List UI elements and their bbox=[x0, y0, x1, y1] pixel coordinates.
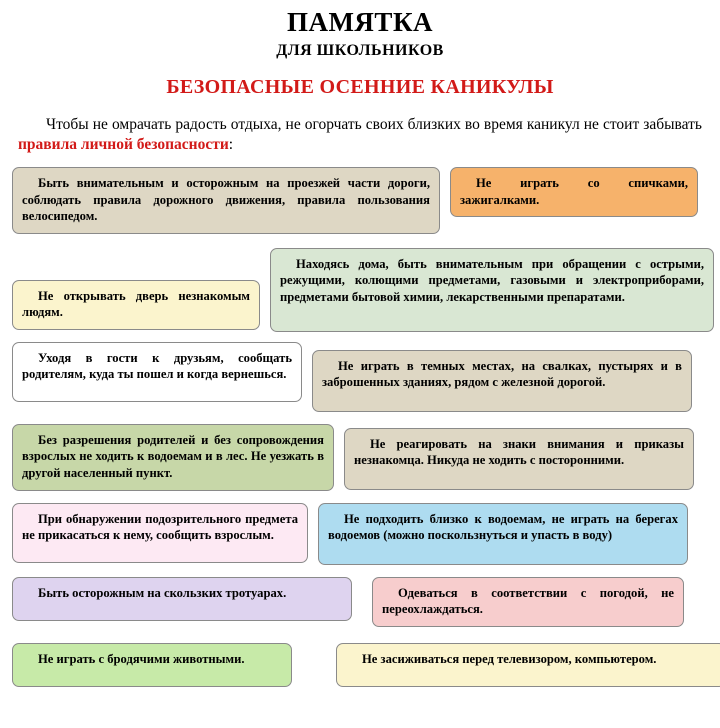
rule-door-strangers: Не открывать дверь незнакомым людям. bbox=[12, 280, 260, 330]
rules-grid bbox=[12, 167, 708, 687]
page-red-title: БЕЗОПАСНЫЕ ОСЕННИЕ КАНИКУЛЫ bbox=[166, 76, 554, 99]
rules-row bbox=[12, 248, 708, 332]
rule-no-water-forest: Без разрешения родителей и без сопровождения взрослых не ходить к водоемам и в лес. Не уезжать в другой населенный пункт. bbox=[12, 424, 334, 491]
rules-row bbox=[12, 424, 708, 491]
rule-tell-parents: Уходя в гости к друзьям, сообщать родителям, куда ты пошел и когда вернешься. bbox=[12, 342, 302, 402]
rule-dress-weather: Одеваться в соответствии с погодой, не переохлаждаться. bbox=[372, 577, 684, 627]
rules-row bbox=[12, 167, 708, 234]
rule-stray-animals: Не играть с бродячими животными. bbox=[12, 643, 292, 687]
rules-row bbox=[12, 503, 708, 565]
rule-road-safety: Быть внимательным и осторожным на проезжей части дороги, соблюдать правила дорожного движения, правила пользования велосипедом. bbox=[12, 167, 440, 234]
intro-text-part1: Чтобы не омрачать радость отдыха, не огорчать своих близких во время каникул не стоит забывать bbox=[46, 116, 702, 134]
intro-highlight: правила личной безопасности bbox=[18, 136, 229, 154]
rule-matches: Не играть со спичками, зажигалками. bbox=[450, 167, 698, 217]
intro-paragraph bbox=[18, 115, 702, 155]
page-title: ПАМЯТКА bbox=[286, 7, 434, 37]
rules-row bbox=[12, 342, 708, 412]
rule-slippery-pavement: Быть осторожным на скользких тротуарах. bbox=[12, 577, 352, 621]
rules-row bbox=[12, 577, 708, 627]
intro-text-part2: : bbox=[228, 136, 234, 154]
rule-home-sharp-objects: Находясь дома, быть внимательным при обращении с острыми, режущими, колющими предметами, газовыми и электроприборами, предметами бытовой химии, лекарственными препаратами. bbox=[270, 248, 714, 332]
rule-screen-time: Не засиживаться перед телевизором, компьютером. bbox=[336, 643, 720, 687]
rule-suspicious-object: При обнаружении подозрительного предмета не прикасаться к нему, сообщить взрослым. bbox=[12, 503, 308, 563]
rule-water-banks: Не подходить близко к водоемам, не играть на берегах водоемов (можно поскользнуться и упасть в воду) bbox=[318, 503, 688, 565]
rule-dark-places: Не играть в темных местах, на свалках, пустырях и в заброшенных зданиях, рядом с железной дорогой. bbox=[312, 350, 692, 412]
rule-ignore-strangers: Не реагировать на знаки внимания и приказы незнакомца. Никуда не ходить с посторонними. bbox=[344, 428, 694, 490]
rules-row bbox=[12, 643, 708, 687]
page-subtitle: ДЛЯ ШКОЛЬНИКОВ bbox=[276, 42, 444, 60]
